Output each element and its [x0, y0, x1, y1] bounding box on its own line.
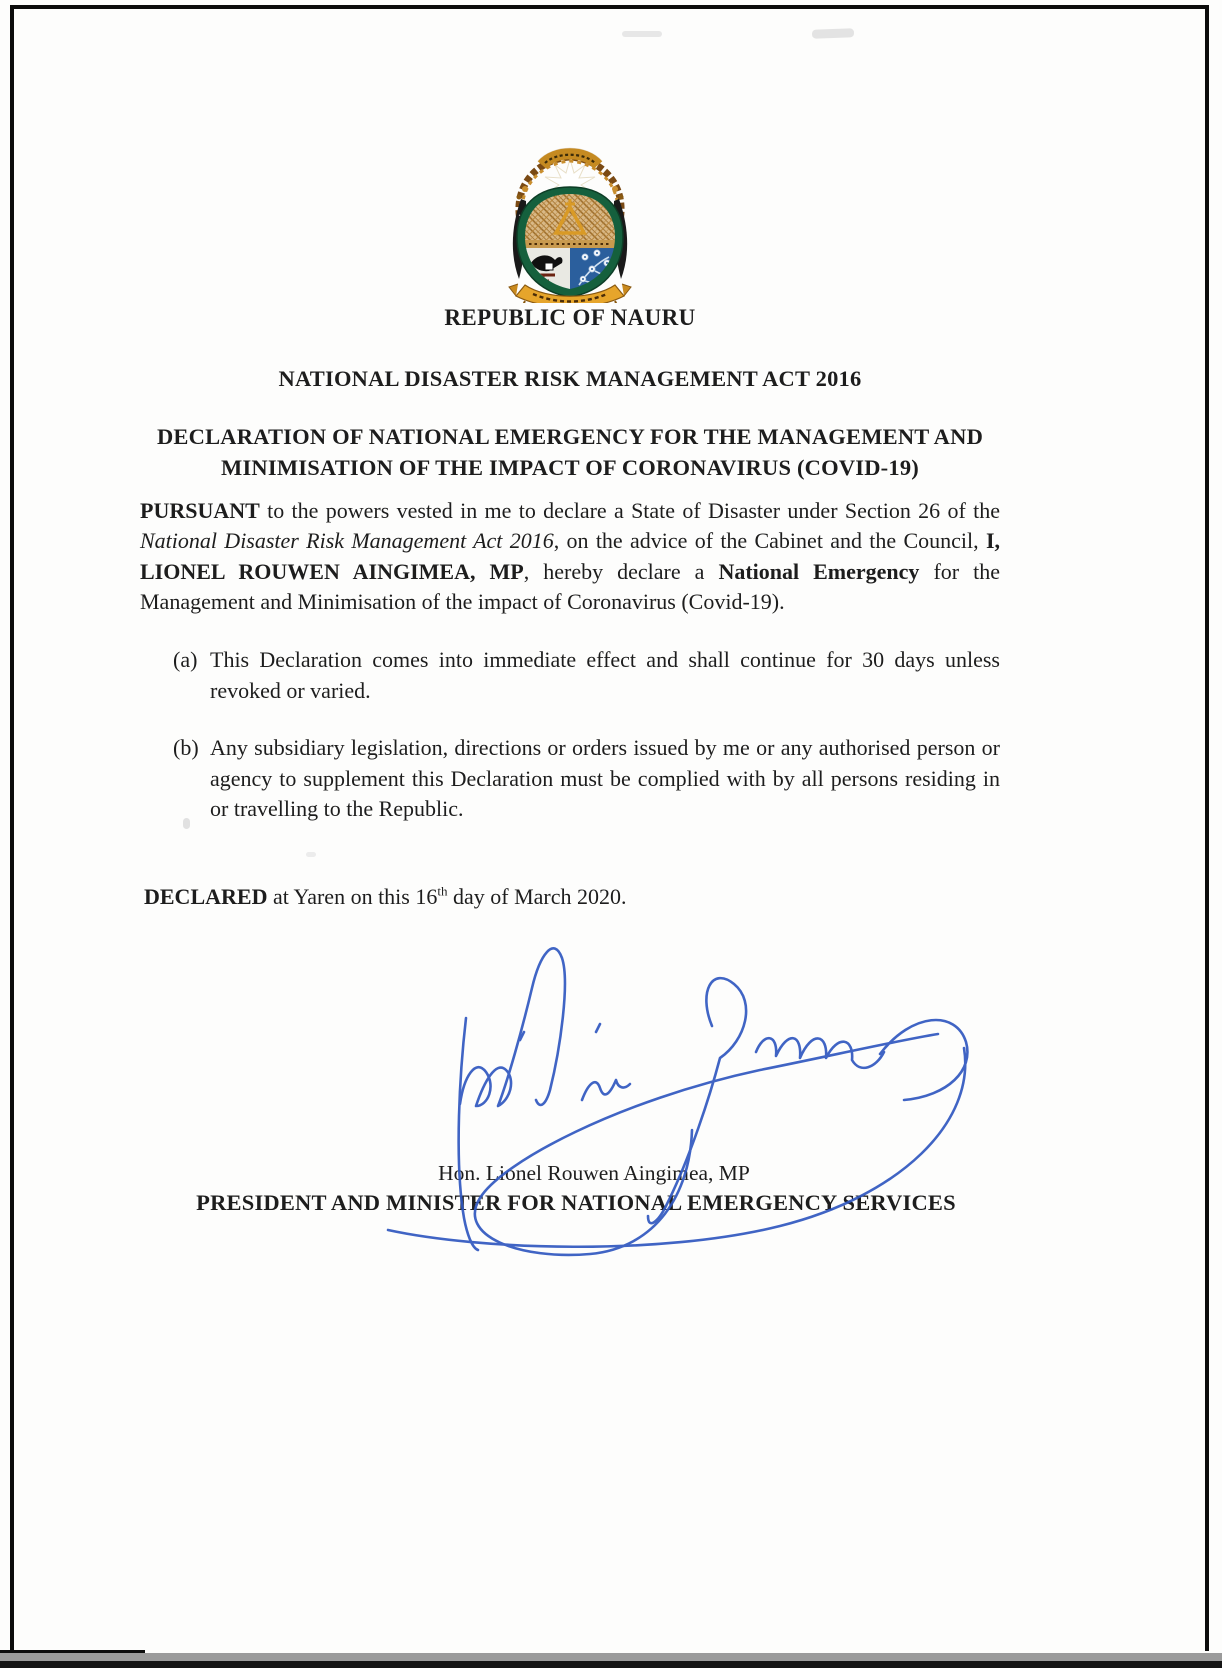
- crest-graphic: [495, 145, 645, 303]
- declaration-title-line2: MINIMISATION OF THE IMPACT OF CORONAVIRUS (COVID-19): [221, 455, 919, 480]
- signatory-title: PRESIDENT AND MINISTER FOR NATIONAL EMERGENCY SERVICES: [196, 1190, 956, 1215]
- nauru-coat-of-arms-icon: [495, 145, 645, 303]
- national-emergency-bold: National Emergency: [718, 558, 920, 584]
- president-name-bold: I, LIONEL ROUWEN AINGIMEA, MP: [140, 528, 1000, 584]
- signatory-name: Hon. Lionel Rouwen Aingimea, MP: [438, 1161, 750, 1185]
- declared-day: 16: [415, 884, 438, 909]
- declared-ordinal: th: [437, 883, 448, 899]
- signature-ink: [360, 900, 1010, 1270]
- declared-text-1: at Yaren on this: [267, 884, 416, 909]
- pursuant-lead: PURSUANT: [140, 498, 260, 523]
- scan-edge-black-strip: [0, 1661, 1222, 1668]
- pursuant-paragraph: [140, 496, 1000, 618]
- pursuant-text-2: , on the advice of the Cabinet and the Council,: [553, 528, 986, 554]
- clause-a-label: (a): [173, 647, 198, 672]
- document-content: [140, 0, 1000, 1668]
- act-name-italic: National Disaster Risk Management Act 2016: [140, 528, 554, 554]
- pursuant-text-4: for the Management and Minimisation of the impact of Coronavirus (Covid-19).: [140, 558, 1001, 615]
- pursuant-text-3: , hereby declare a: [523, 558, 719, 584]
- signature-strokes: [388, 948, 967, 1255]
- declared-lead: DECLARED: [144, 884, 268, 909]
- act-title: NATIONAL DISASTER RISK MANAGEMENT ACT 2016: [278, 366, 862, 391]
- republic-title: REPUBLIC OF NAURU: [444, 305, 696, 330]
- clause-a-text: This Declaration comes into immediate effect and shall continue for 30 days unless revoked or varied.: [210, 647, 1000, 703]
- pursuant-text-1: to the powers vested in me to declare a State of Disaster under Section 26 of the: [259, 498, 1000, 523]
- declaration-title: [140, 421, 1000, 483]
- clause-b-text: Any subsidiary legislation, directions or orders issued by me or any authorised person or agency to supplement this Declaration must be complied with by all persons residing in or travelling to the Republic.: [210, 735, 1000, 822]
- clause-b: [140, 733, 1000, 825]
- declared-text-2: day of March 2020.: [447, 884, 627, 909]
- clause-b-label: (b): [173, 735, 199, 760]
- clause-a: [140, 645, 1000, 706]
- declaration-title-line1: DECLARATION OF NATIONAL EMERGENCY FOR THE MANAGEMENT AND: [156, 424, 984, 449]
